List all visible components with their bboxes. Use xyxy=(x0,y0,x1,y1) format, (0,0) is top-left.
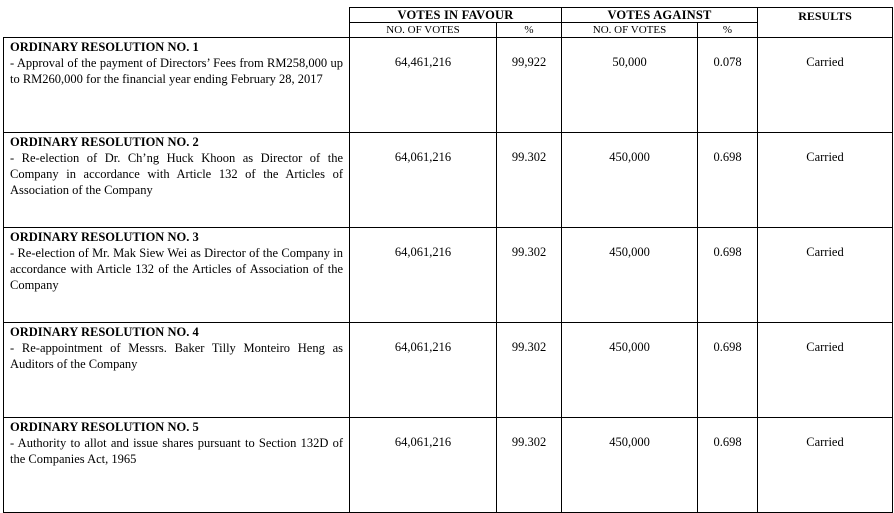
votes-in-favour-header: VOTES IN FAVOUR xyxy=(350,8,562,23)
resolution-results-table xyxy=(3,7,893,513)
result-cell: Carried xyxy=(758,228,893,323)
header-blank-cell xyxy=(4,8,350,38)
resolution-title: ORDINARY RESOLUTION NO. 1 xyxy=(10,40,199,54)
against-no-of-votes-header: NO. OF VOTES xyxy=(562,23,698,38)
resolution-text: - Re-election of Mr. Mak Siew Wei as Director of the Company in accordance with Article 132 of the Articles of Association of the Company xyxy=(10,246,343,292)
table-row xyxy=(4,418,893,513)
against-percent-cell: 0.698 xyxy=(698,323,758,418)
results-header: RESULTS xyxy=(758,8,893,38)
against-percent-cell: 0.698 xyxy=(698,418,758,513)
against-percent-cell: 0.078 xyxy=(698,38,758,133)
result-cell: Carried xyxy=(758,323,893,418)
favour-no-of-votes-header: NO. OF VOTES xyxy=(350,23,497,38)
against-votes-cell: 50,000 xyxy=(562,38,698,133)
resolution-description xyxy=(4,38,350,133)
favour-percent-cell: 99.302 xyxy=(497,418,562,513)
favour-percent-cell: 99,922 xyxy=(497,38,562,133)
table-row xyxy=(4,38,893,133)
resolution-description xyxy=(4,133,350,228)
against-votes-cell: 450,000 xyxy=(562,133,698,228)
against-votes-cell: 450,000 xyxy=(562,228,698,323)
favour-votes-cell: 64,061,216 xyxy=(350,133,497,228)
favour-percent-cell: 99.302 xyxy=(497,323,562,418)
result-cell: Carried xyxy=(758,418,893,513)
against-percent-cell: 0.698 xyxy=(698,228,758,323)
resolution-text: - Re-appointment of Messrs. Baker Tilly Monteiro Heng as Auditors of the Company xyxy=(10,341,343,371)
resolution-title: ORDINARY RESOLUTION NO. 5 xyxy=(10,420,199,434)
favour-votes-cell: 64,061,216 xyxy=(350,228,497,323)
result-cell: Carried xyxy=(758,38,893,133)
resolution-text: - Authority to allot and issue shares pursuant to Section 132D of the Companies Act, 1965 xyxy=(10,436,343,466)
table-row xyxy=(4,228,893,323)
favour-votes-cell: 64,061,216 xyxy=(350,418,497,513)
resolution-title: ORDINARY RESOLUTION NO. 3 xyxy=(10,230,199,244)
resolution-text: - Re-election of Dr. Ch’ng Huck Khoon as Director of the Company in accordance with Article 132 of the Articles of Association of the Company xyxy=(10,151,343,197)
resolution-description xyxy=(4,418,350,513)
against-votes-cell: 450,000 xyxy=(562,418,698,513)
against-percent-cell: 0.698 xyxy=(698,133,758,228)
table-row xyxy=(4,133,893,228)
resolution-description xyxy=(4,323,350,418)
favour-votes-cell: 64,461,216 xyxy=(350,38,497,133)
votes-against-header: VOTES AGAINST xyxy=(562,8,758,23)
resolution-text: - Approval of the payment of Directors’ Fees from RM258,000 up to RM260,000 for the financial year ending February 28, 2017 xyxy=(10,56,343,86)
resolution-description xyxy=(4,228,350,323)
favour-votes-cell: 64,061,216 xyxy=(350,323,497,418)
favour-percent-cell: 99.302 xyxy=(497,228,562,323)
against-votes-cell: 450,000 xyxy=(562,323,698,418)
favour-percent-header: % xyxy=(497,23,562,38)
table-row xyxy=(4,323,893,418)
favour-percent-cell: 99.302 xyxy=(497,133,562,228)
resolution-title: ORDINARY RESOLUTION NO. 4 xyxy=(10,325,199,339)
resolution-title: ORDINARY RESOLUTION NO. 2 xyxy=(10,135,199,149)
result-cell: Carried xyxy=(758,133,893,228)
against-percent-header: % xyxy=(698,23,758,38)
